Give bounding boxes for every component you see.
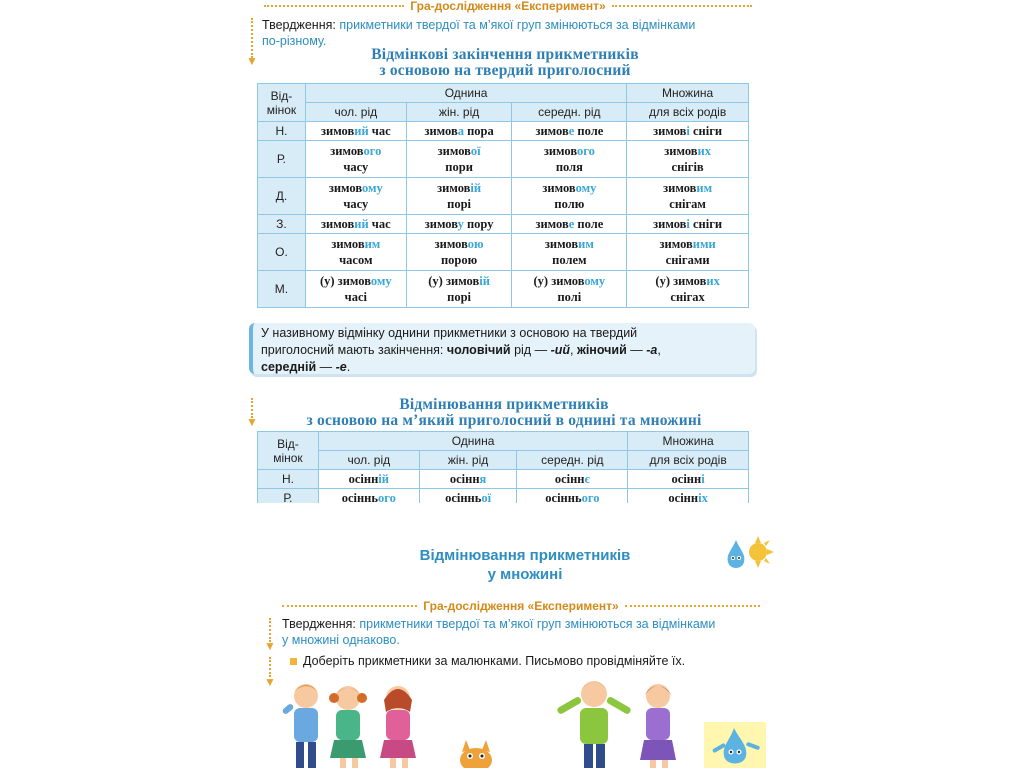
case-cell: Н. [258, 470, 319, 489]
case-header-line1: Від- [270, 88, 293, 103]
note-text: , [570, 343, 577, 357]
ending-part: ий [354, 217, 369, 231]
ending-part: є [584, 472, 590, 486]
mascot-drop-sun-illustration [722, 534, 776, 576]
stem-part: зимов [424, 124, 458, 138]
task [290, 653, 760, 669]
ending-part: им [364, 237, 381, 251]
table-row [258, 271, 749, 308]
ending-part: ому [370, 274, 392, 288]
declension-table-soft [257, 431, 749, 503]
ending-part: им [696, 181, 713, 195]
dotted-guide-line [269, 657, 271, 677]
cat-illustration [456, 738, 496, 768]
stem-part: зимов [653, 217, 687, 231]
stem-part: осіннь [341, 491, 378, 503]
form-cell [627, 271, 749, 308]
stem-part: (у) зимов [533, 274, 585, 288]
singular-header: Однина [318, 432, 627, 451]
section-title-line1: Відмінювання прикметників [419, 547, 631, 564]
ending-part: ої [470, 144, 481, 158]
plural-header: Множина [627, 84, 749, 103]
statement-label: Твердження: [262, 18, 336, 32]
game-banner-top [258, 0, 758, 12]
form-cell [627, 178, 749, 215]
form-cell [517, 470, 628, 489]
form-cell [305, 178, 406, 215]
stem-part: полі [557, 290, 582, 304]
plural-header: Множина [628, 432, 749, 451]
gender-header: для всіх родів [627, 103, 749, 122]
children-group-illustration [276, 678, 436, 768]
form-cell [406, 234, 512, 271]
statement-text: прикметники твердої та м’якої груп змінюються за відмінками [339, 18, 696, 32]
ending-part: у [457, 217, 464, 231]
banner-title: Гра-дослідження «Експеримент» [423, 599, 619, 613]
form-cell [305, 122, 406, 141]
banner-title: Гра-дослідження «Експеримент» [410, 0, 606, 13]
task-text: Доберіть прикметники за малюнками. Письмово провідміняйте їх. [303, 654, 686, 668]
stem-part: часу [343, 160, 369, 174]
ending-part: ого [377, 491, 396, 503]
ending-part: ій [479, 274, 490, 288]
gender-header: жін. рід [406, 103, 512, 122]
form-cell [406, 122, 512, 141]
stem-part: зимов [659, 237, 693, 251]
note-line1: У називному відмінку однини прикметники з основою на твердий [261, 326, 638, 340]
form-cell [512, 215, 627, 234]
case-header [258, 84, 306, 122]
note-text: — [316, 360, 336, 374]
note-bold: чоловічий [446, 343, 511, 357]
stem-part: зимов [330, 144, 364, 158]
note-text: . [346, 360, 351, 374]
dotted-guide-line [251, 18, 253, 58]
note-line3 [261, 359, 749, 376]
statement-text-cont: у множині однаково. [282, 633, 400, 647]
note-text: — [626, 343, 647, 357]
form-cell [628, 489, 749, 504]
gender-header: середн. рід [517, 451, 628, 470]
table2-title [265, 397, 743, 429]
ending-part: ого [581, 491, 600, 503]
gender-header: жін. рід [419, 451, 517, 470]
case-cell: М. [258, 271, 306, 308]
ending-part: их [697, 144, 711, 158]
table2-title-line2: з основою на м’який приголосний в однині та множині [306, 412, 702, 429]
note-text: приголосний мають закінчення: [261, 343, 447, 357]
stem-part: зимов [437, 181, 471, 195]
stem-part: зимов [543, 144, 578, 158]
stem-part: порі [447, 290, 472, 304]
stem-part: зимов [437, 144, 471, 158]
case-cell: Р. [258, 489, 319, 504]
statement-text-cont: по-різному. [262, 34, 327, 48]
stem-part: зимов [542, 181, 576, 195]
stem-part: час [368, 124, 391, 138]
ending-part: ій [378, 472, 389, 486]
form-cell [512, 271, 627, 308]
ending-part: ому [584, 274, 606, 288]
case-header-line2: мінок [273, 450, 303, 465]
note-ending: -ий [550, 343, 570, 357]
arrow-down-icon: ▼ [264, 639, 276, 653]
stem-part: осінн [449, 472, 480, 486]
stem-part: часі [344, 290, 367, 304]
stem-part: поля [555, 160, 583, 174]
table-row [258, 178, 749, 215]
section-title-line2: у множині [487, 566, 563, 583]
statement-text: прикметники твердої та м’якої груп змінюються за відмінками [359, 617, 716, 631]
case-cell: О. [258, 234, 306, 271]
ending-part: ому [362, 181, 383, 195]
stem-part: пори [445, 160, 473, 174]
stem-part: осіннь [445, 491, 482, 503]
case-cell: Р. [258, 141, 306, 178]
case-header-line2: мінок [266, 102, 297, 117]
arrow-down-icon: ▼ [264, 675, 276, 689]
ending-part: і [686, 124, 690, 138]
singular-header: Однина [305, 84, 626, 103]
ending-part: а [457, 124, 464, 138]
stem-part: зимов [320, 124, 355, 138]
stem-part: осінн [668, 491, 699, 503]
gender-header: для всіх родів [628, 451, 749, 470]
stem-part: осіннь [545, 491, 582, 503]
stem-part: зимов [434, 237, 468, 251]
gender-header: чол. рід [318, 451, 419, 470]
stem-part: зимов [535, 124, 569, 138]
gender-header: середн. рід [512, 103, 627, 122]
rule-note [249, 323, 755, 374]
stem-part: порі [447, 197, 472, 211]
arrow-down-icon: ▼ [246, 415, 258, 429]
banner-dots-left [282, 605, 417, 607]
ending-part: і [686, 217, 690, 231]
stem-part: поле [574, 217, 604, 231]
banner-dots-right [612, 5, 752, 7]
case-cell: З. [258, 215, 306, 234]
stem-part: осінн [671, 472, 702, 486]
arrow-down-icon: ▼ [246, 54, 258, 68]
case-header [258, 432, 319, 470]
form-cell [318, 489, 419, 504]
ending-part: ому [575, 181, 597, 195]
note-ending: -е [335, 360, 347, 374]
stem-part: осінн [554, 472, 585, 486]
stem-part: сніги [689, 217, 723, 231]
ending-part: ої [481, 491, 492, 503]
stem-part: осінн [348, 472, 379, 486]
stem-part: часом [339, 253, 373, 267]
table1-title-line2: з основою на твердий приголосний [379, 62, 631, 79]
note-line2 [261, 342, 749, 359]
table1-title-line1: Відмінкові закінчення прикметників [371, 46, 639, 63]
drop-character-illustration [704, 722, 766, 768]
table2-title-line1: Відмінювання прикметників [399, 396, 609, 413]
ending-part: я [479, 472, 487, 486]
banner-dots-right [625, 605, 760, 607]
stem-part: поле [574, 124, 604, 138]
ending-part: ій [470, 181, 482, 195]
stem-part: зимов [653, 124, 687, 138]
stem-part: полем [552, 253, 587, 267]
stem-part: (у) зимов [428, 274, 480, 288]
stem-part: зимов [320, 217, 355, 231]
stem-part: полю [554, 197, 585, 211]
stem-part: пора [463, 124, 494, 138]
stem-part: зимов [331, 237, 365, 251]
game-banner-bottom [276, 600, 766, 612]
stem-part: часу [343, 197, 369, 211]
table2-clip [257, 431, 751, 503]
ending-part: ого [363, 144, 382, 158]
table1-title [290, 47, 720, 79]
note-bold: жіночий [576, 343, 627, 357]
stem-part: зимов [663, 181, 697, 195]
form-cell [512, 178, 627, 215]
stem-part: зимов [535, 217, 569, 231]
ending-part: ими [692, 237, 716, 251]
form-cell [419, 489, 517, 504]
stem-part: зимов [328, 181, 363, 195]
note-text: , [657, 343, 661, 357]
stem-part: зимов [664, 144, 698, 158]
form-cell [305, 271, 406, 308]
ending-part: ою [467, 237, 484, 251]
form-cell [305, 141, 406, 178]
stem-part: (у) зимов [319, 274, 371, 288]
form-cell [305, 215, 406, 234]
stem-part: снігів [671, 160, 704, 174]
stem-part: (у) зимов [655, 274, 707, 288]
ending-part: е [568, 217, 575, 231]
form-cell [419, 470, 517, 489]
table-row [258, 215, 749, 234]
stem-part: снігами [665, 253, 710, 267]
stem-part: порою [440, 253, 478, 267]
stem-part: пору [463, 217, 494, 231]
form-cell [628, 470, 749, 489]
stem-part: снігах [670, 290, 705, 304]
note-ending: -а [646, 343, 658, 357]
gender-header: чол. рід [305, 103, 406, 122]
form-cell [627, 141, 749, 178]
section-title [360, 546, 690, 584]
form-cell [627, 234, 749, 271]
banner-dots-left [264, 5, 404, 7]
form-cell [627, 122, 749, 141]
bullet-square-icon [290, 658, 297, 665]
ending-part: ий [354, 124, 369, 138]
form-cell [305, 234, 406, 271]
ending-part: е [568, 124, 575, 138]
declension-table-hard [257, 83, 749, 308]
note-bold: середній [261, 360, 317, 374]
form-cell [512, 141, 627, 178]
form-cell [406, 215, 512, 234]
ending-part: іх [698, 491, 708, 503]
note-text: рід — [510, 343, 551, 357]
ending-part: их [706, 274, 720, 288]
stem-part: зимов [424, 217, 458, 231]
form-cell [406, 271, 512, 308]
table-row [258, 470, 749, 489]
table-row [258, 141, 749, 178]
ending-part: им [578, 237, 594, 251]
ending-part: і [701, 472, 705, 486]
statement [262, 17, 757, 49]
case-cell: Н. [258, 122, 306, 141]
form-cell [627, 215, 749, 234]
table-row [258, 122, 749, 141]
form-cell [512, 234, 627, 271]
case-header-line1: Від- [277, 436, 299, 451]
statement [282, 616, 772, 648]
stem-part: час [368, 217, 391, 231]
statement-label: Твердження: [282, 617, 356, 631]
form-cell [517, 489, 628, 504]
form-cell [512, 122, 627, 141]
stem-part: зимов [544, 237, 579, 251]
ending-part: ого [577, 144, 595, 158]
table-row [258, 489, 749, 504]
form-cell [406, 141, 512, 178]
children-pair-illustration [546, 674, 696, 768]
form-cell [406, 178, 512, 215]
table-row [258, 234, 749, 271]
case-cell: Д. [258, 178, 306, 215]
stem-part: сніги [689, 124, 723, 138]
stem-part: снігам [669, 197, 706, 211]
form-cell [318, 470, 419, 489]
